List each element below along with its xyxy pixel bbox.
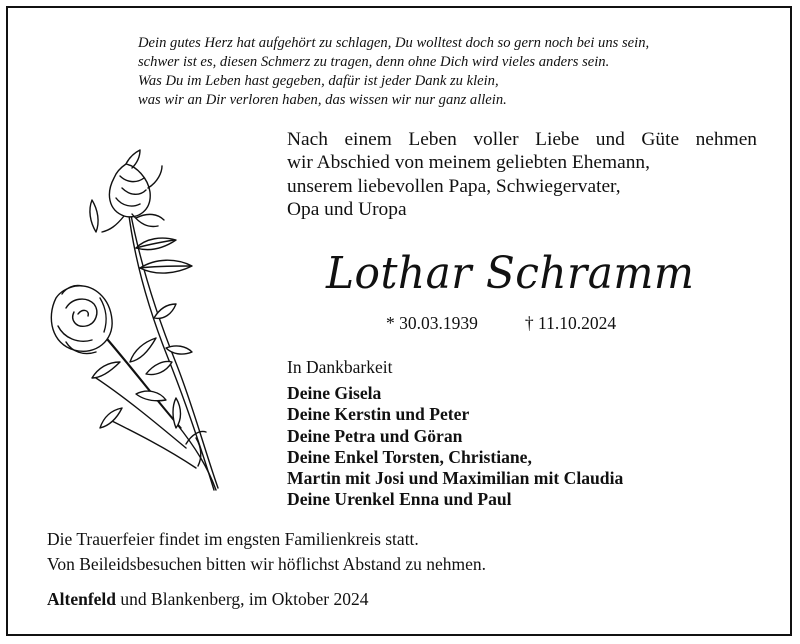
place-rest: und Blankenberg, im Oktober 2024 <box>116 589 369 609</box>
intro-line: Opa und Uropa <box>287 199 407 221</box>
poem-line: schwer ist es, diesen Schmerz zu tragen, denn ohne Dich wird vieles anders sein. <box>138 54 610 70</box>
poem-line: Dein gutes Herz hat aufgehört zu schlagen, Du wolltest doch so gern noch bei uns sein, <box>138 35 650 51</box>
life-dates <box>386 313 616 334</box>
intro-text <box>287 128 757 222</box>
mourner-line: Deine Urenkel Enna und Paul <box>287 489 512 510</box>
notice-line: Die Trauerfeier findet im engsten Familienkreis statt. <box>47 529 419 549</box>
mourner-line: Deine Petra und Göran <box>287 425 463 446</box>
rose-icon <box>36 148 236 498</box>
intro-line: wir Abschied von meinem geliebten Ehemann, <box>287 152 650 174</box>
poem <box>138 34 778 110</box>
intro-line: Nach einem Leben voller Liebe und Güte nehmen <box>287 129 757 150</box>
mourners-heading: In Dankbarkeit <box>287 357 393 377</box>
notice-line: Von Beileidsbesuchen bitten wir höflichst Abstand zu nehmen. <box>47 553 487 574</box>
mourner-line: Deine Kerstin und Peter <box>287 404 470 425</box>
mourner-line: Deine Gisela <box>287 383 382 403</box>
place-date <box>47 589 368 610</box>
deceased-name: Lothar Schramm <box>326 248 695 299</box>
mourner-line: Martin mit Josi und Maximilian mit Claudia <box>287 468 624 489</box>
death-date: † 11.10.2024 <box>524 313 617 333</box>
mourner-line: Deine Enkel Torsten, Christiane, <box>287 446 532 467</box>
funeral-notice <box>47 527 486 576</box>
place-town: Altenfeld <box>47 589 117 609</box>
intro-line: unserem liebevollen Papa, Schwiegervater, <box>287 175 621 197</box>
mourners-list <box>287 383 623 511</box>
birth-date: * 30.03.1939 <box>386 313 478 333</box>
poem-line: was wir an Dir verloren haben, das wissen wir nur ganz allein. <box>138 92 507 108</box>
poem-line: Was Du im Leben hast gegeben, dafür ist jeder Dank zu klein, <box>138 73 499 89</box>
